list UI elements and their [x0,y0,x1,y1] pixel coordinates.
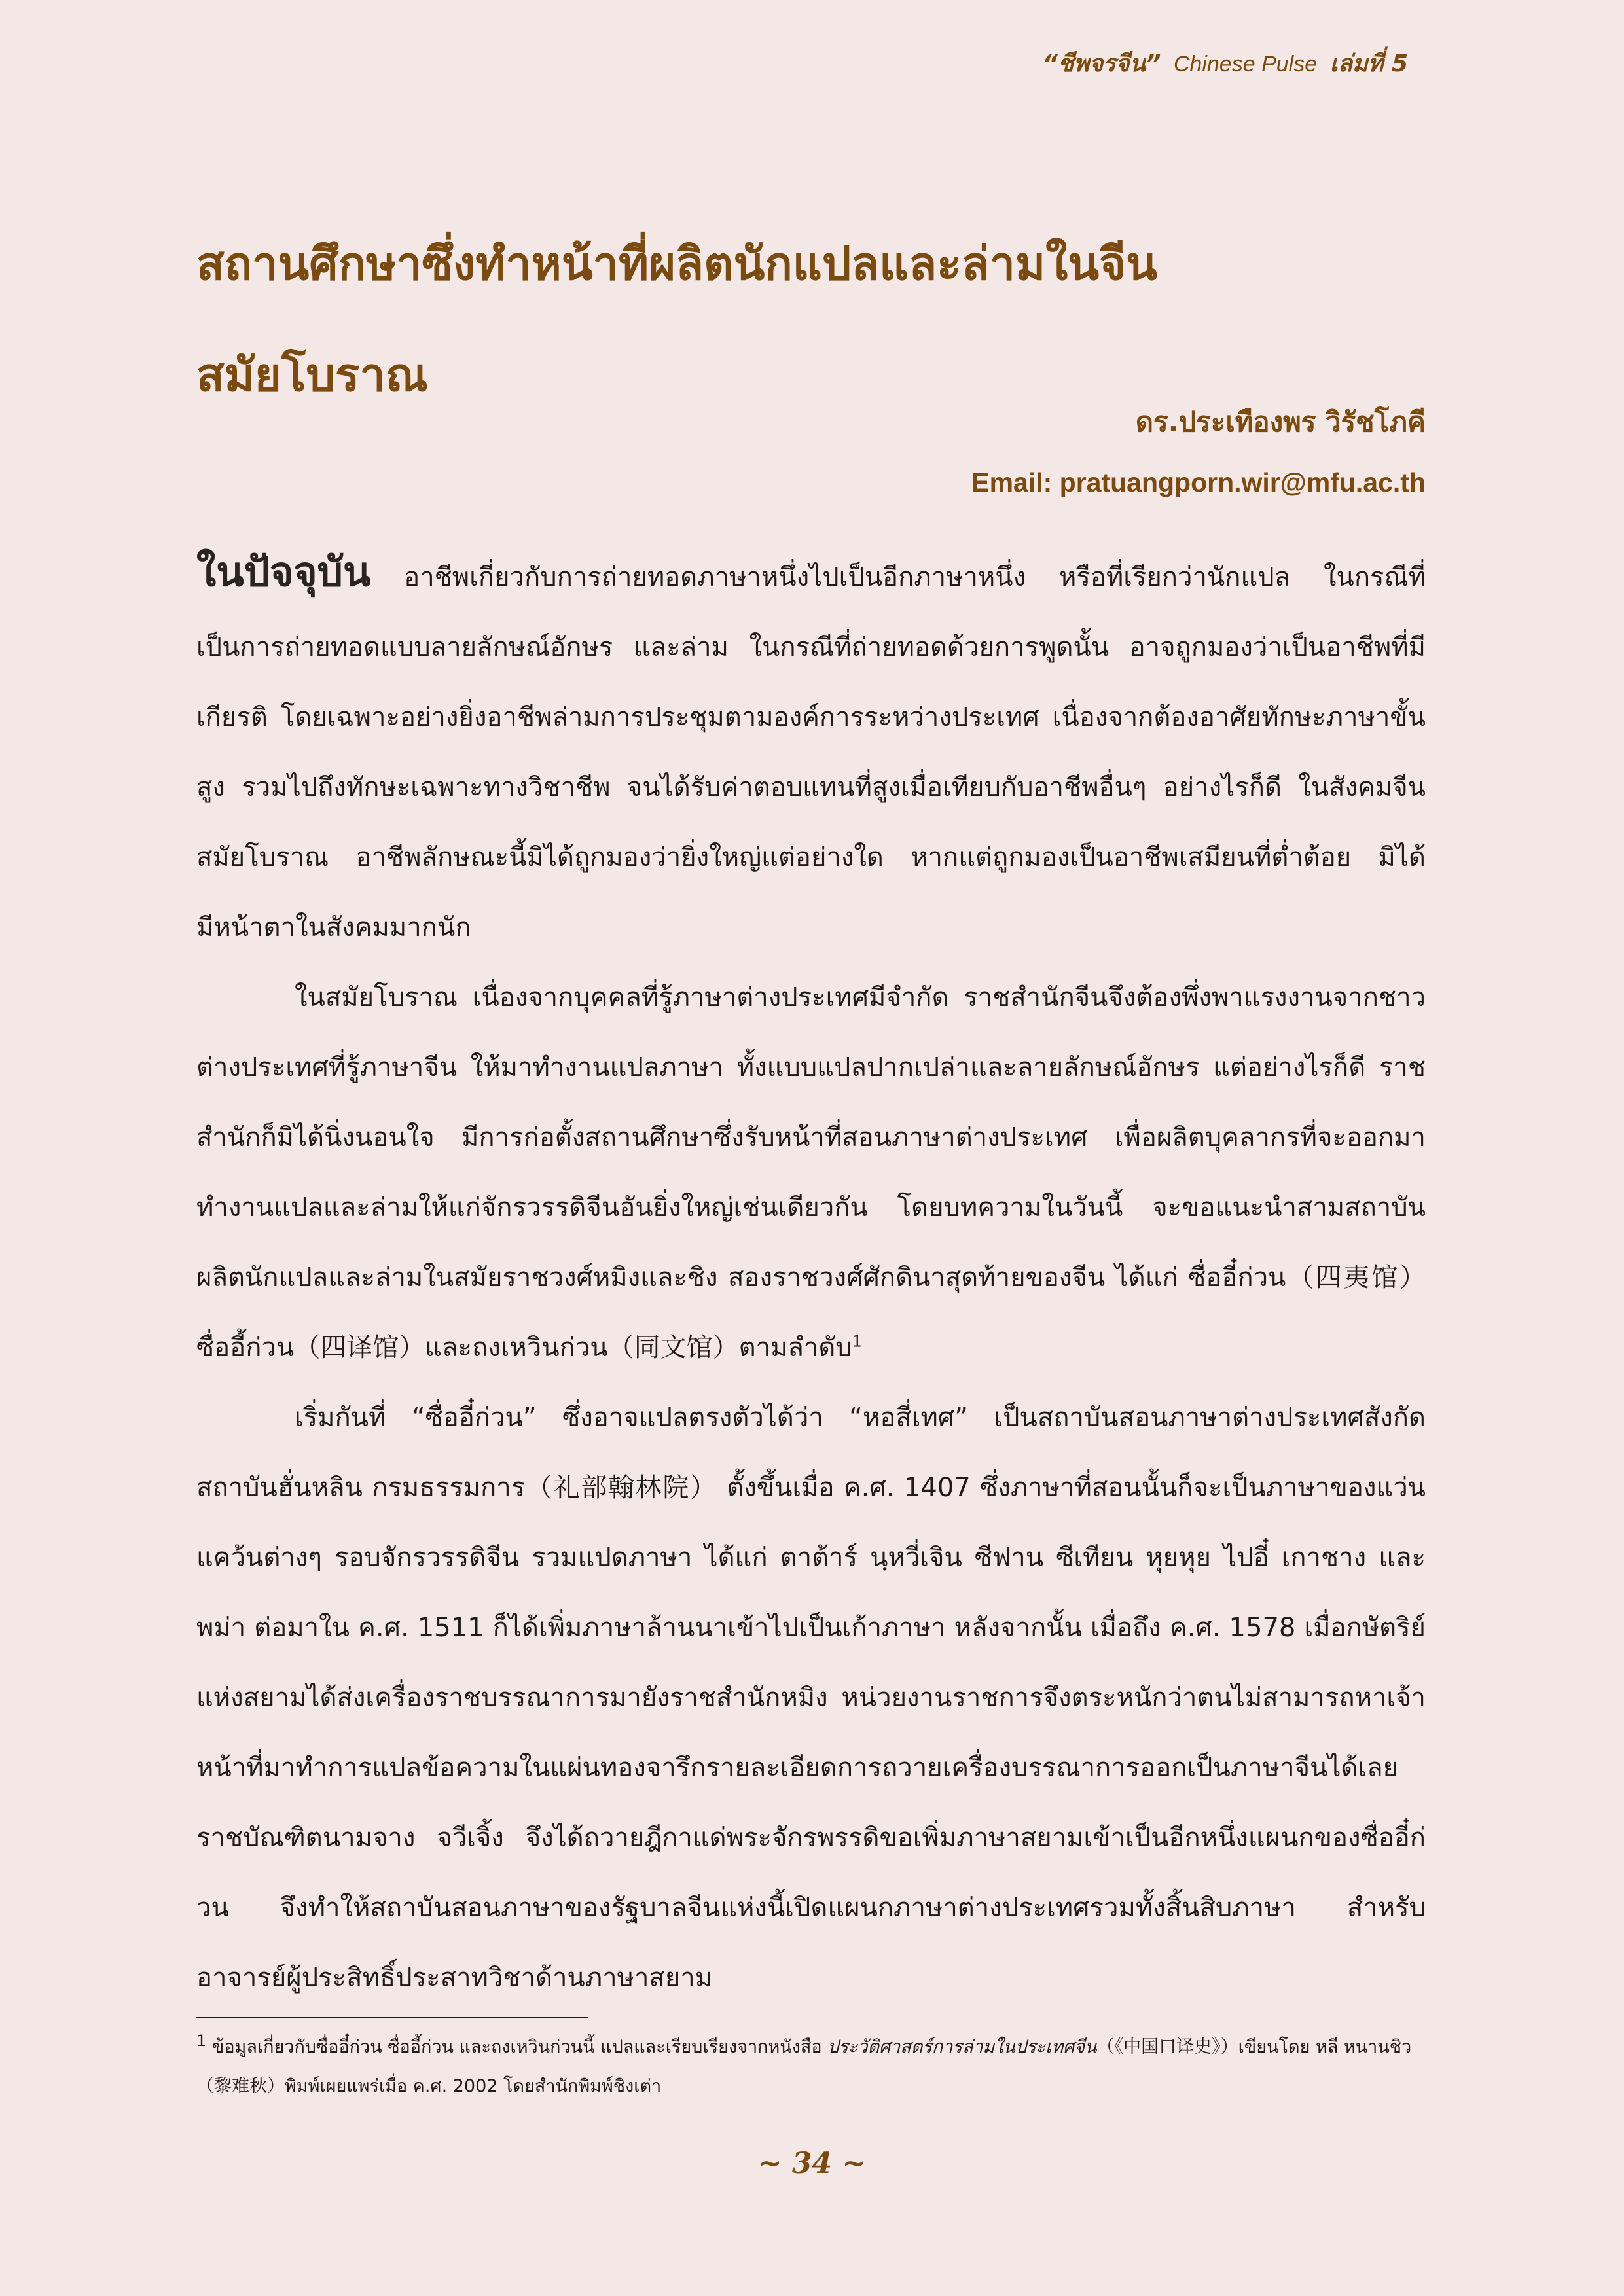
paragraph-1 [196,537,1426,963]
footnote-divider [196,2017,588,2018]
paragraph-2-text: ในสมัยโบราณ เนื่องจากบุคคลที่รู้ภาษาต่างประเทศมีจำกัด ราชสำนักจีนจึงต้องพึ่งพาแรงงานจากชาวต่างประเทศที่รู้ภาษาจีน ให้มาทำงานแปลภาษา ทั้งแบบแปลปากเปล่าและลายลักษณ์อักษร แต่อย่างไรก็ดี ราชสำนักก็มิได้นิ่งนอนใจ มีการก่อตั้งสถานศึกษาซึ่งรับหน้าที่สอนภาษาต่างประเทศ เพื่อผลิตบุคลากรที่จะออกมาทำงานแปลและล่ามให้แก่จักรวรรดิจีนอันยิ่งใหญ่เช่นเดียวกัน โดยบทความในวันนี้ จะขอแนะนำสามสถาบันผลิตนักแปลและล่ามในสมัยราชวงศ์หมิงและชิง สองราชวงศ์ศักดินาสุดท้ายของจีน ได้แก่ ซื่ออี๋ก่วน（四夷馆）ซื่ออี้ก่วน（四译馆）และถงเหวินก่วน（同文馆）ตามลำดับ [196,982,1426,1363]
paragraph-3-text: เริ่มกันที่ “ซื่ออี๋ก่วน” ซึ่งอาจแปลตรงตัวได้ว่า “หอสี่เทศ” เป็นสถาบันสอนภาษาต่างประเทศสังกัดสถาบันฮั่นหลิน กรมธรรมการ（礼部翰林院） ตั้งขึ้นเมื่อ ค.ศ. 1407 ซึ่งภาษาที่สอนนั้นก็จะเป็นภาษาของแว่นแคว้นต่างๆ รอบจักรวรรดิจีน รวมแปดภาษา ได้แก่ ตาต้าร์ นฺหวี่เจิน ซีฟาน ซีเทียน หุยหุย ไปอี๋ เกาชาง และพม่า ต่อมาใน ค.ศ. 1511 ก็ได้เพิ่มภาษาล้านนาเข้าไปเป็นเก้าภาษา หลังจากนั้น เมื่อถึง ค.ศ. 1578 เมื่อกษัตริย์แห่งสยามได้ส่งเครื่องราชบรรณาการมายังราชสำนักหมิง หน่วยงานราชการจึงตระหนักว่าตนไม่สามารถหาเจ้าหน้าที่มาทำการแปลข้อความในแผ่นทองจารึกรายละเอียดการถวายเครื่องบรรณาการออกเป็นภาษาจีนได้เลย ราชบัณฑิตนามจาง จวีเจิ้ง จึงได้ถวายฎีกาแด่พระจักรพรรดิขอเพิ่มภาษาสยามเข้าเป็นอีกหนึ่งแผนกของซื่ออี๋ก่วน จึงทำให้สถาบันสอนภาษาของรัฐบาลจีนแห่งนี้เปิดแผนกภาษาต่างประเทศรวมทั้งสิ้นสิบภาษา สำหรับอาจารย์ผู้ประสิทธิ์ประสาทวิชาด้านภาษาสยาม [196,1403,1426,1993]
footnote-text-b: （《中国口译史》）เขียนโดย หลี หนานชิว（黎难秋）พิมพ์เผยแพร่เมื่อ ค.ศ. 2002 โดยสำนักพิมพ์ชิงเต่า [196,2037,1412,2096]
lead-word: ในปัจจุบัน [196,548,371,596]
page-number: ~ 34 ~ [757,2147,867,2180]
footnote-reference[interactable]: 1 [852,1332,863,1351]
article-title-line1: สถานศึกษาซึ่งทำหน้าที่ผลิตนักแปลและล่ามในจีน [196,237,1158,291]
author-name: ดร.ประเทืองพร วิรัชโภคี [1135,406,1426,438]
paragraph-1-text: อาชีพเกี่ยวกับการถ่ายทอดภาษาหนึ่งไปเป็นอีกภาษาหนึ่ง หรือที่เรียกว่านักแปล ในกรณีที่เป็นการถ่ายทอดแบบลายลักษณ์อักษร และล่าม ในกรณีที่ถ่ายทอดด้วยการพูดนั้น อาจถูกมองว่าเป็นอาชีพที่มีเกียรติ โดยเฉพาะอย่างยิ่งอาชีพล่ามการประชุมตามองค์การระหว่างประเทศ เนื่องจากต้องอาศัยทักษะภาษาขั้นสูง รวมไปถึงทักษะเฉพาะทางวิชาชีพ จนได้รับค่าตอบแทนที่สูงเมื่อเทียบกับอาชีพอื่นๆ อย่างไรก็ดี ในสังคมจีนสมัยโบราณ อาชีพลักษณะนี้มิได้ถูกมองว่ายิ่งใหญ่แต่อย่างใด หากแต่ถูกมองเป็นอาชีพเสมียนที่ต่ำต้อย มิได้มีหน้าตาในสังคมมากนัก [196,562,1426,942]
journal-issue: เล่มที่ 5 [1329,50,1408,77]
footnote-text-a: ข้อมูลเกี่ยวกับซื่ออี๋ก่วน ซื่ออี้ก่วน และถงเหวินก่วนนี้ แปลและเรียบเรียงจากหนังสือ [206,2037,828,2057]
journal-title: “ชีพจรจีน” [1042,50,1161,77]
paragraph-3 [196,1383,1426,2013]
author-email[interactable]: Email: pratuangporn.wir@mfu.ac.th [971,467,1426,497]
footnote-book-title: ประวัติศาสตร์การล่ามในประเทศจีน [827,2037,1097,2057]
article-body [196,537,1426,2013]
footnote [196,2028,1426,2106]
paragraph-2 [196,963,1426,1383]
footnote-number: 1 [196,2032,207,2050]
running-header [1043,45,1408,82]
article-title-line2: สมัยโบราณ [196,348,428,402]
article-title [196,208,1440,431]
journal-series: Chinese Pulse [1173,52,1318,77]
